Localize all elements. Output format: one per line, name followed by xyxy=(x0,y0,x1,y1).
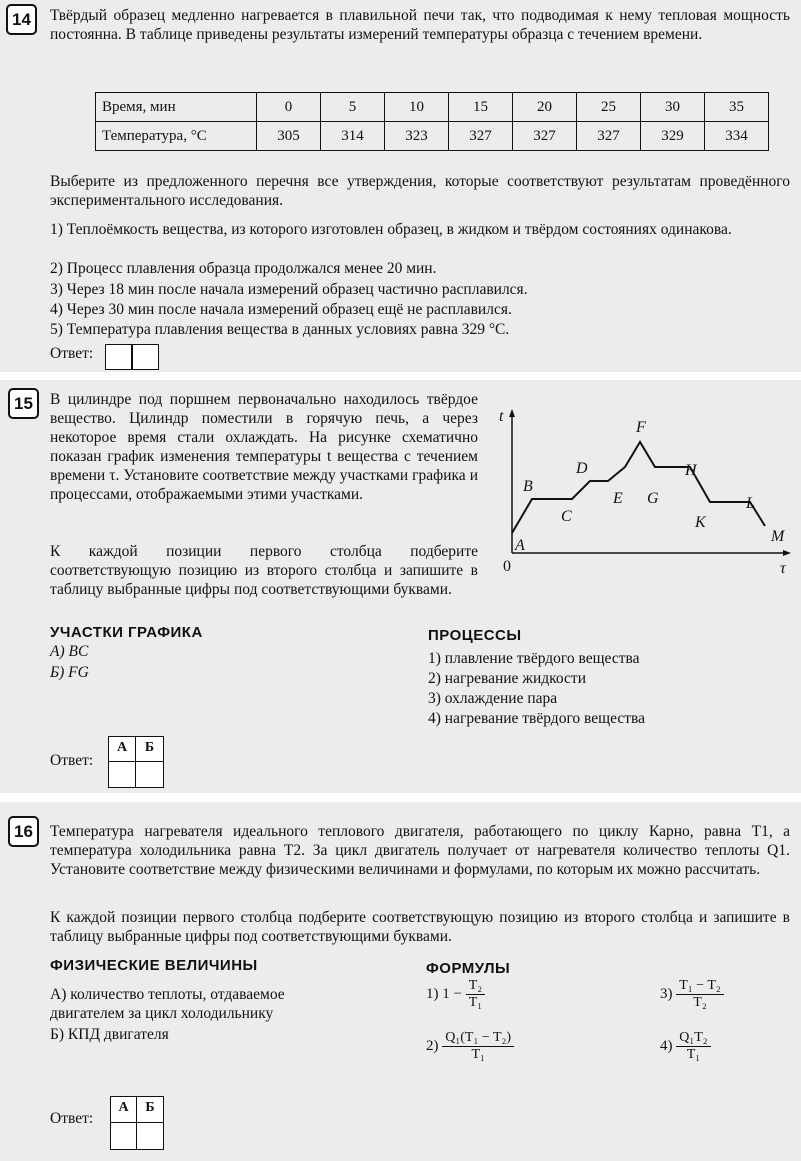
table-cell: 10 xyxy=(385,93,449,122)
formula-label: 4) xyxy=(660,1037,673,1054)
process-1: 1) плавление твёрдого вещества xyxy=(428,650,640,667)
table-cell: 25 xyxy=(577,93,641,122)
answer-label: Ответ: xyxy=(50,345,94,362)
formula-1 xyxy=(426,978,485,1011)
row-label: Температура, °С xyxy=(96,122,257,151)
denominator: T₁ xyxy=(686,1047,701,1062)
origin-label: 0 xyxy=(503,558,511,575)
table-cell: 323 xyxy=(385,122,449,151)
option-3: 3) Через 18 мин после начала измерений образец частично расплавился. xyxy=(50,281,528,298)
point-label: C xyxy=(561,508,572,525)
column-heading-formulas: ФОРМУЛЫ xyxy=(426,960,511,977)
task-number: 14 xyxy=(6,4,37,35)
table-cell: 20 xyxy=(513,93,577,122)
point-label: L xyxy=(746,495,755,512)
answer-label: Ответ: xyxy=(50,1110,94,1127)
x-axis-label: τ xyxy=(780,560,786,577)
temperature-graph xyxy=(495,405,795,595)
task-text: Температура нагревателя идеального теплового двигателя, работающего по циклу Карно, равна T1, а температура холодильника равна T2. За цикл двигатель получает от нагревателя количество теплоты Q1. Установите соответствие между физическими величинами и формулами, по которым их можно рассчитать. xyxy=(50,823,790,878)
task-14-panel xyxy=(0,0,801,372)
answer-cell-b[interactable] xyxy=(136,1122,164,1150)
table-cell: 327 xyxy=(577,122,641,151)
fraction xyxy=(466,978,485,1011)
option-4: 4) Через 30 мин после начала измерений образец ещё не расплавился. xyxy=(50,301,512,318)
quantity-a: А) количество теплоты, отдаваемое двигателем за цикл холодильнику xyxy=(50,986,285,1022)
process-3: 3) охлаждение пара xyxy=(428,690,558,707)
task-number: 16 xyxy=(8,816,39,847)
point-label: K xyxy=(695,514,706,531)
table-cell: 5 xyxy=(321,93,385,122)
fraction xyxy=(442,1030,514,1063)
task-instruction: К каждой позиции первого столбца подберите соответствующую позицию из второго столбца и запишите в таблицу выбранные цифры под соответствующими буквами. xyxy=(50,909,790,945)
point-label: M xyxy=(771,528,785,545)
table-cell: 314 xyxy=(321,122,385,151)
quantity-b: Б) КПД двигателя xyxy=(50,1026,169,1043)
process-2: 2) нагревание жидкости xyxy=(428,670,587,687)
fraction xyxy=(676,1030,710,1063)
numerator: Q₁T₂ xyxy=(676,1030,710,1047)
answer-box[interactable] xyxy=(105,344,159,370)
task-16-panel xyxy=(0,802,801,1161)
task-number: 15 xyxy=(8,388,39,419)
denominator: T₁ xyxy=(471,1047,485,1062)
answer-divider xyxy=(131,345,133,369)
answer-header-b: Б xyxy=(135,736,164,762)
answer-cell-a[interactable] xyxy=(110,1122,137,1150)
denominator: T₁ xyxy=(468,995,483,1010)
column-heading-segments: УЧАСТКИ ГРАФИКА xyxy=(50,624,203,641)
table-cell: 30 xyxy=(641,93,705,122)
answer-header-a: А xyxy=(108,736,136,762)
process-4: 4) нагревание твёрдого вещества xyxy=(428,710,645,727)
table-cell: 327 xyxy=(449,122,513,151)
formula-label: 3) xyxy=(660,985,673,1002)
numerator: Q₁(T₁ − T₂) xyxy=(442,1030,514,1047)
table-row-time xyxy=(96,93,769,122)
row-label: Время, мин xyxy=(96,93,257,122)
point-label: A xyxy=(515,537,525,554)
task-text: В цилиндре под поршнем первоначально находилось твёрдое вещество. Цилиндр поместили в горячую печь, а через некоторое время стали охлаждать. На рисунке схематично показан график изменения температуры t вещества с течением времени τ. Установите соответствие между участками графика и процессами, отображаемыми этими участками. xyxy=(50,391,478,503)
table-cell: 329 xyxy=(641,122,705,151)
answer-cell-a[interactable] xyxy=(108,761,136,788)
formula-2 xyxy=(426,1030,514,1063)
table-row-temperature xyxy=(96,122,769,151)
table-cell: 334 xyxy=(705,122,769,151)
fraction xyxy=(676,978,724,1011)
task-intro: Твёрдый образец медленно нагревается в плавильной печи так, что подводимая к нему тепловая мощность постоянна. В таблице приведены результаты измерений температуры образца с течением времени. xyxy=(50,7,790,43)
formula-4 xyxy=(660,1030,711,1063)
option-1: 1) Теплоёмкость вещества, из которого изготовлен образец, в жидком и твёрдом состояниях одинакова. xyxy=(50,221,732,238)
task-instruction: К каждой позиции первого столбца подберите соответствующую позицию из второго столбца и запишите в таблицу выбранные цифры под соответствующими буквами. xyxy=(50,543,478,598)
point-label: B xyxy=(523,478,533,495)
task-15-panel xyxy=(0,380,801,793)
answer-header-b: Б xyxy=(136,1096,164,1123)
table-cell: 327 xyxy=(513,122,577,151)
table-cell: 0 xyxy=(257,93,321,122)
point-label: D xyxy=(576,460,588,477)
x-axis-arrow xyxy=(783,550,791,556)
numerator: T₁ − T₂ xyxy=(676,978,724,995)
graph-line xyxy=(512,442,765,533)
segment-a: А) BC xyxy=(50,643,89,660)
option-2: 2) Процесс плавления образца продолжался менее 20 мин. xyxy=(50,260,437,277)
denominator: T₂ xyxy=(693,995,707,1010)
point-label: H xyxy=(685,462,697,479)
point-label: F xyxy=(636,419,646,436)
task-question: Выберите из предложенного перечня все утверждения, которые соответствуют результатам проведённого экспериментального исследования. xyxy=(50,173,790,209)
measurement-table xyxy=(95,92,769,151)
formula-label: 1) xyxy=(426,985,439,1002)
formula-label: 2) xyxy=(426,1037,439,1054)
y-axis-arrow xyxy=(509,409,515,417)
y-axis-label: t xyxy=(499,408,504,425)
point-label: E xyxy=(613,490,623,507)
formula-prefix: 1 − xyxy=(442,985,462,1002)
point-label: G xyxy=(647,490,659,507)
answer-table xyxy=(108,736,164,788)
answer-cell-b[interactable] xyxy=(135,761,164,788)
answer-label: Ответ: xyxy=(50,752,94,769)
formula-3 xyxy=(660,978,724,1011)
numerator: T₂ xyxy=(466,978,485,995)
answer-table xyxy=(110,1096,164,1150)
table-cell: 15 xyxy=(449,93,513,122)
column-heading-quantities: ФИЗИЧЕСКИЕ ВЕЛИЧИНЫ xyxy=(50,957,258,974)
answer-header-a: А xyxy=(110,1096,137,1123)
segment-b: Б) FG xyxy=(50,664,89,681)
column-heading-processes: ПРОЦЕССЫ xyxy=(428,627,522,644)
table-cell: 35 xyxy=(705,93,769,122)
option-5: 5) Температура плавления вещества в данных условиях равна 329 °С. xyxy=(50,321,510,338)
table-cell: 305 xyxy=(257,122,321,151)
